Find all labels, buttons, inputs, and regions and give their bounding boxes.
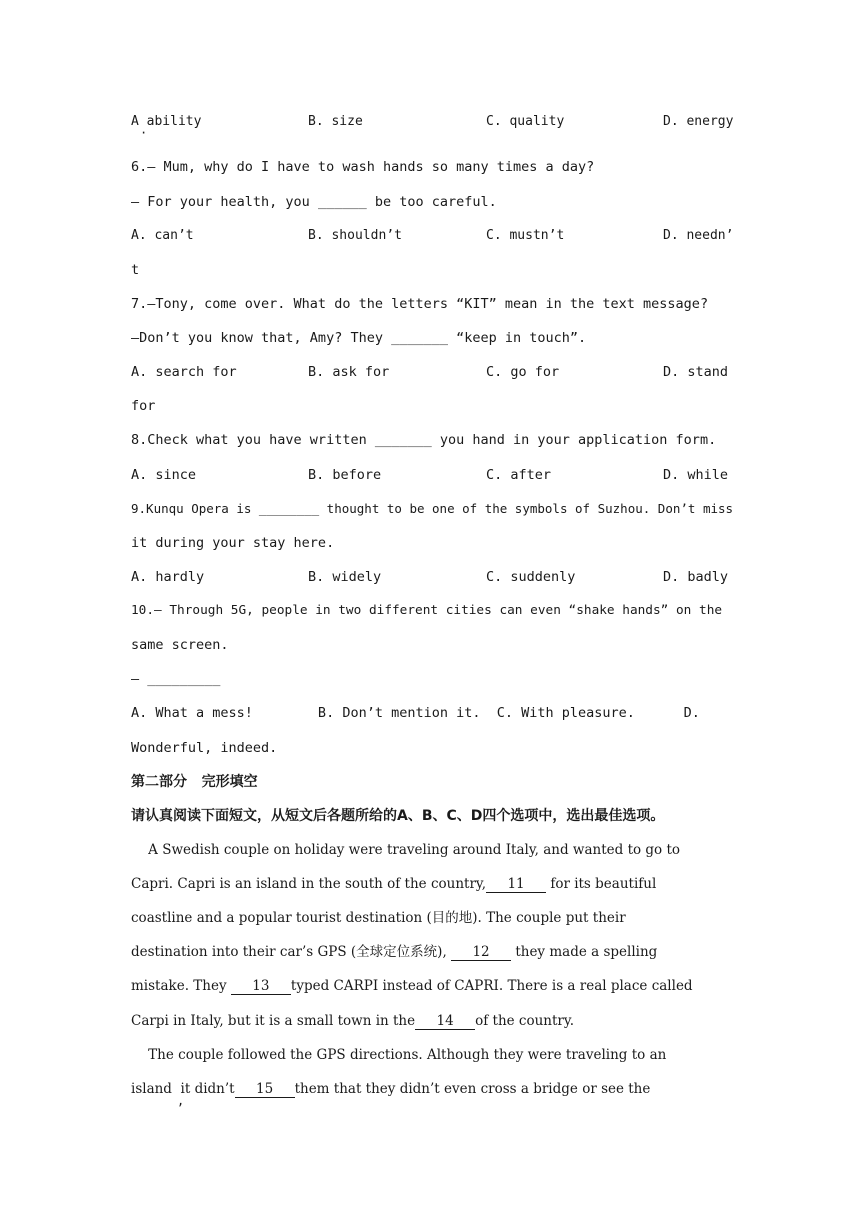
q9-stem-line1: 9.Kunqu Opera is ________ thought to be one of the symbols of Suzhou. Don’t miss: [131, 501, 734, 516]
q8-stem: 8.Check what you have written _______ you hand in your application form.: [131, 432, 717, 448]
passage-text: typed CARPI instead of CAPRI. There is a real place called: [290, 978, 693, 994]
q6-reply: [131, 192, 733, 212]
passage-p1-line3: coastline and a popular tourist destination (目的地). The couple put their: [131, 910, 626, 926]
q6-option-b: B. shouldn’t: [308, 228, 402, 243]
blank-14: 14: [415, 1013, 475, 1030]
q6-blank: ______: [317, 194, 367, 210]
passage-text: Carpi in Italy, but it is a small town in the: [131, 1013, 416, 1029]
passage-p2-line2: [131, 1079, 733, 1099]
blank-13: 13: [231, 978, 291, 995]
q10-reply: — _________: [131, 671, 221, 687]
q6-stem: 6.— Mum, why do I have to wash hands so many times a day?: [131, 159, 595, 175]
q10-options: A. What a mess! B. Don’t mention it. C. With pleasure. D.: [131, 705, 700, 721]
q6-option-a: A. can’t: [131, 228, 194, 243]
stray-comma: ,: [177, 1094, 185, 1108]
passage-p1-line5: [131, 976, 733, 996]
passage-p1-line6: [131, 1011, 733, 1031]
q9-stem-line2: it during your stay here.: [131, 535, 335, 551]
q5-option-a: A ability: [131, 114, 202, 129]
q9-option-a: A. hardly: [131, 569, 205, 585]
q6-option-d: D. needn’: [663, 228, 734, 243]
q6-option-c: C. mustn’t: [486, 228, 565, 243]
q6-reply-pre: — For your health, you: [131, 194, 318, 210]
q8-option-a: A. since: [131, 467, 197, 483]
q7-option-a: A. search for: [131, 364, 237, 380]
q6-reply-post: be too careful.: [366, 194, 497, 210]
q7-option-d: D. stand: [663, 364, 729, 380]
section-title: 第二部分 完形填空: [131, 774, 258, 790]
passage-text: them that they didn’t even cross a bridge or see the: [294, 1081, 651, 1097]
q7-option-wrap: for: [131, 398, 156, 414]
q7-option-c: C. go for: [486, 364, 560, 380]
passage-p2-line1: The couple followed the GPS directions. Although they were traveling to an: [131, 1047, 667, 1063]
q8-option-b: B. before: [308, 467, 382, 483]
q9-option-d: D. badly: [663, 569, 729, 585]
passage-text: Capri. Capri is an island in the south of the country,: [131, 876, 487, 892]
passage-p1-line1: A Swedish couple on holiday were traveling around Italy, and wanted to go to: [131, 842, 681, 858]
passage-p1-line2: [131, 874, 733, 894]
q6-option-wrap: t: [131, 262, 140, 278]
q10-stem-line2: same screen.: [131, 637, 229, 653]
blank-11: 11: [486, 876, 546, 893]
q8-option-c: C. after: [486, 467, 552, 483]
blank-15: 15: [235, 1081, 295, 1098]
q10-option-wrap: Wonderful, indeed.: [131, 740, 278, 756]
q7-options: [131, 362, 733, 482]
section-instruction: 请认真阅读下面短文，从短文后各题所给的A、B、C、D四个选项中，选出最佳选项。: [131, 808, 665, 824]
q9-option-c: C. suddenly: [486, 569, 576, 585]
q8-option-d: D. while: [663, 467, 729, 483]
passage-text: for its beautiful: [546, 876, 657, 892]
q10-stem-line1: 10.— Through 5G, people in two different cities can even “shake hands” on the: [131, 603, 723, 618]
q7-stem: 7.—Tony, come over. What do the letters “KIT” mean in the text message?: [131, 296, 709, 312]
passage-text: island it didn’t: [131, 1081, 235, 1097]
q7-reply: —Don’t you know that, Amy? They _______ “keep in touch”.: [131, 330, 587, 346]
passage-text: of the country.: [475, 1013, 575, 1029]
passage-text: mistake. They: [131, 978, 231, 994]
stray-dot: ·: [140, 126, 148, 140]
passage-text: destination into their car’s GPS (全球定位系统),: [131, 944, 452, 960]
passage-p1-line4: [131, 942, 733, 962]
q7-option-b: B. ask for: [308, 364, 390, 380]
passage-text: they made a spelling: [511, 944, 658, 960]
q5-option-b: B. size: [308, 114, 363, 129]
q5-option-d: D. energy: [663, 114, 734, 129]
q9-option-b: B. widely: [308, 569, 382, 585]
q5-option-c: C. quality: [486, 114, 565, 129]
blank-12: 12: [451, 944, 511, 961]
